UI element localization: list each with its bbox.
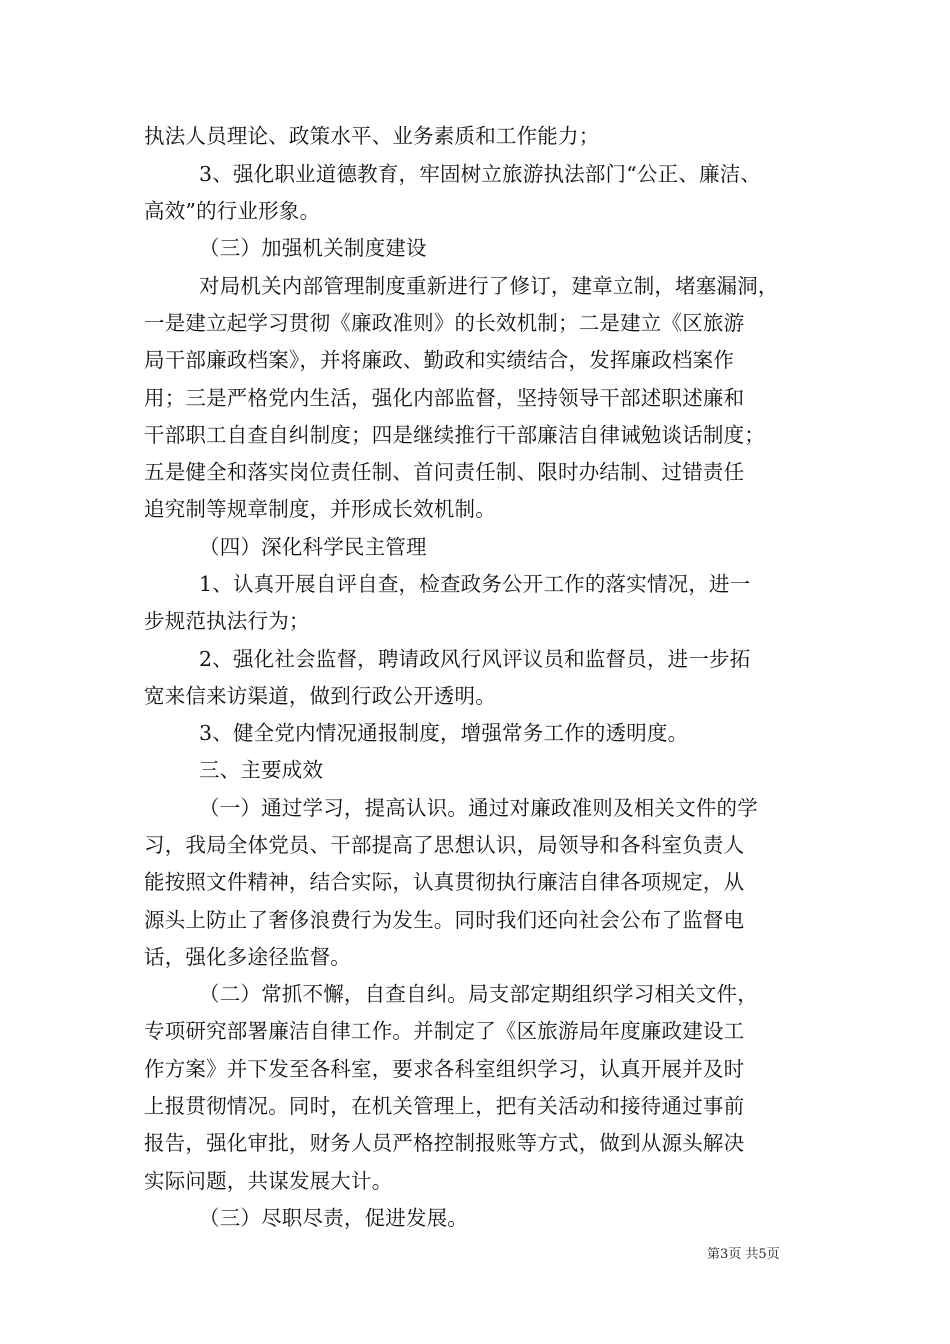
- body-text-line: 五是健全和落实岗位责任制、首问责任制、限时办结制、过错责任: [144, 460, 745, 484]
- body-text-line: 话，强化多途径监督。: [144, 945, 351, 969]
- body-text-line: 上报贯彻情况。同时，在机关管理上，把有关活动和接待通过事前: [144, 1094, 745, 1118]
- body-text-line: 作方案》并下发至各科室，要求各科室组织学习，认真开展并及时: [144, 1057, 745, 1081]
- paragraph-first-line: 对局机关内部管理制度重新进行了修订，建章立制，堵塞漏洞，: [199, 274, 779, 298]
- body-text-line: 能按照文件精神，结合实际，认真贯彻执行廉洁自律各项规定，从: [144, 870, 745, 894]
- body-text-line: 局干部廉政档案》，并将廉政、勤政和实绩结合，发挥廉政档案作: [144, 348, 735, 372]
- list-item-line: 1、认真开展自评自查，检查政务公开工作的落实情况，进一: [199, 572, 751, 596]
- body-text-line: 报告，强化审批，财务人员严格控制报账等方式，做到从源头解决: [144, 1131, 745, 1155]
- body-text-line: 宽来信来访渠道，做到行政公开透明。: [144, 684, 496, 708]
- body-text-line: 执法人员理论、政策水平、业务素质和工作能力；: [144, 124, 600, 148]
- body-text-line: 习，我局全体党员、干部提高了思想认识，局领导和各科室负责人: [144, 833, 745, 857]
- section-heading: 三、主要成效: [199, 758, 324, 782]
- paragraph-first-line: （二）常抓不懈，自查自纠。局支部定期组织学习相关文件，: [199, 982, 758, 1006]
- body-text-line: 源头上防止了奢侈浪费行为发生。同时我们还向社会公布了监督电: [144, 908, 745, 932]
- paragraph-first-line: （三）尽职尽责，促进发展。: [199, 1206, 469, 1230]
- list-item-line: 3、强化职业道德教育，牢固树立旅游执法部门“公正、廉洁、: [199, 162, 762, 186]
- body-text-line: 专项研究部署廉洁自律工作。并制定了《区旅游局年度廉政建设工: [144, 1019, 745, 1043]
- body-text-line: 干部职工自查自纠制度；四是继续推行干部廉洁自律诫勉谈话制度；: [144, 423, 765, 447]
- body-text-line: 用；三是严格党内生活，强化内部监督，坚持领导干部述职述廉和: [144, 386, 745, 410]
- body-text-line: 高效”的行业形象。: [144, 199, 321, 223]
- list-item-line: 2、强化社会监督，聘请政风行风评议员和监督员，进一步拓: [199, 647, 751, 671]
- body-text-line: 一是建立起学习贯彻《廉政准则》的长效机制；二是建立《区旅游: [144, 311, 745, 335]
- list-item-line: 3、健全党内情况通报制度，增强常务工作的透明度。: [199, 721, 689, 745]
- body-text-line: 步规范执法行为；: [144, 609, 310, 633]
- page-number-footer: 第3页 共5页: [707, 1247, 780, 1262]
- section-heading: （四）深化科学民主管理: [199, 535, 427, 559]
- section-heading: （三）加强机关制度建设: [199, 236, 427, 260]
- body-text-line: 追究制等规章制度，并形成长效机制。: [144, 497, 496, 521]
- paragraph-first-line: （一）通过学习，提高认识。通过对廉政准则及相关文件的学: [199, 796, 758, 820]
- body-text-line: 实际问题，共谋发展大计。: [144, 1169, 393, 1193]
